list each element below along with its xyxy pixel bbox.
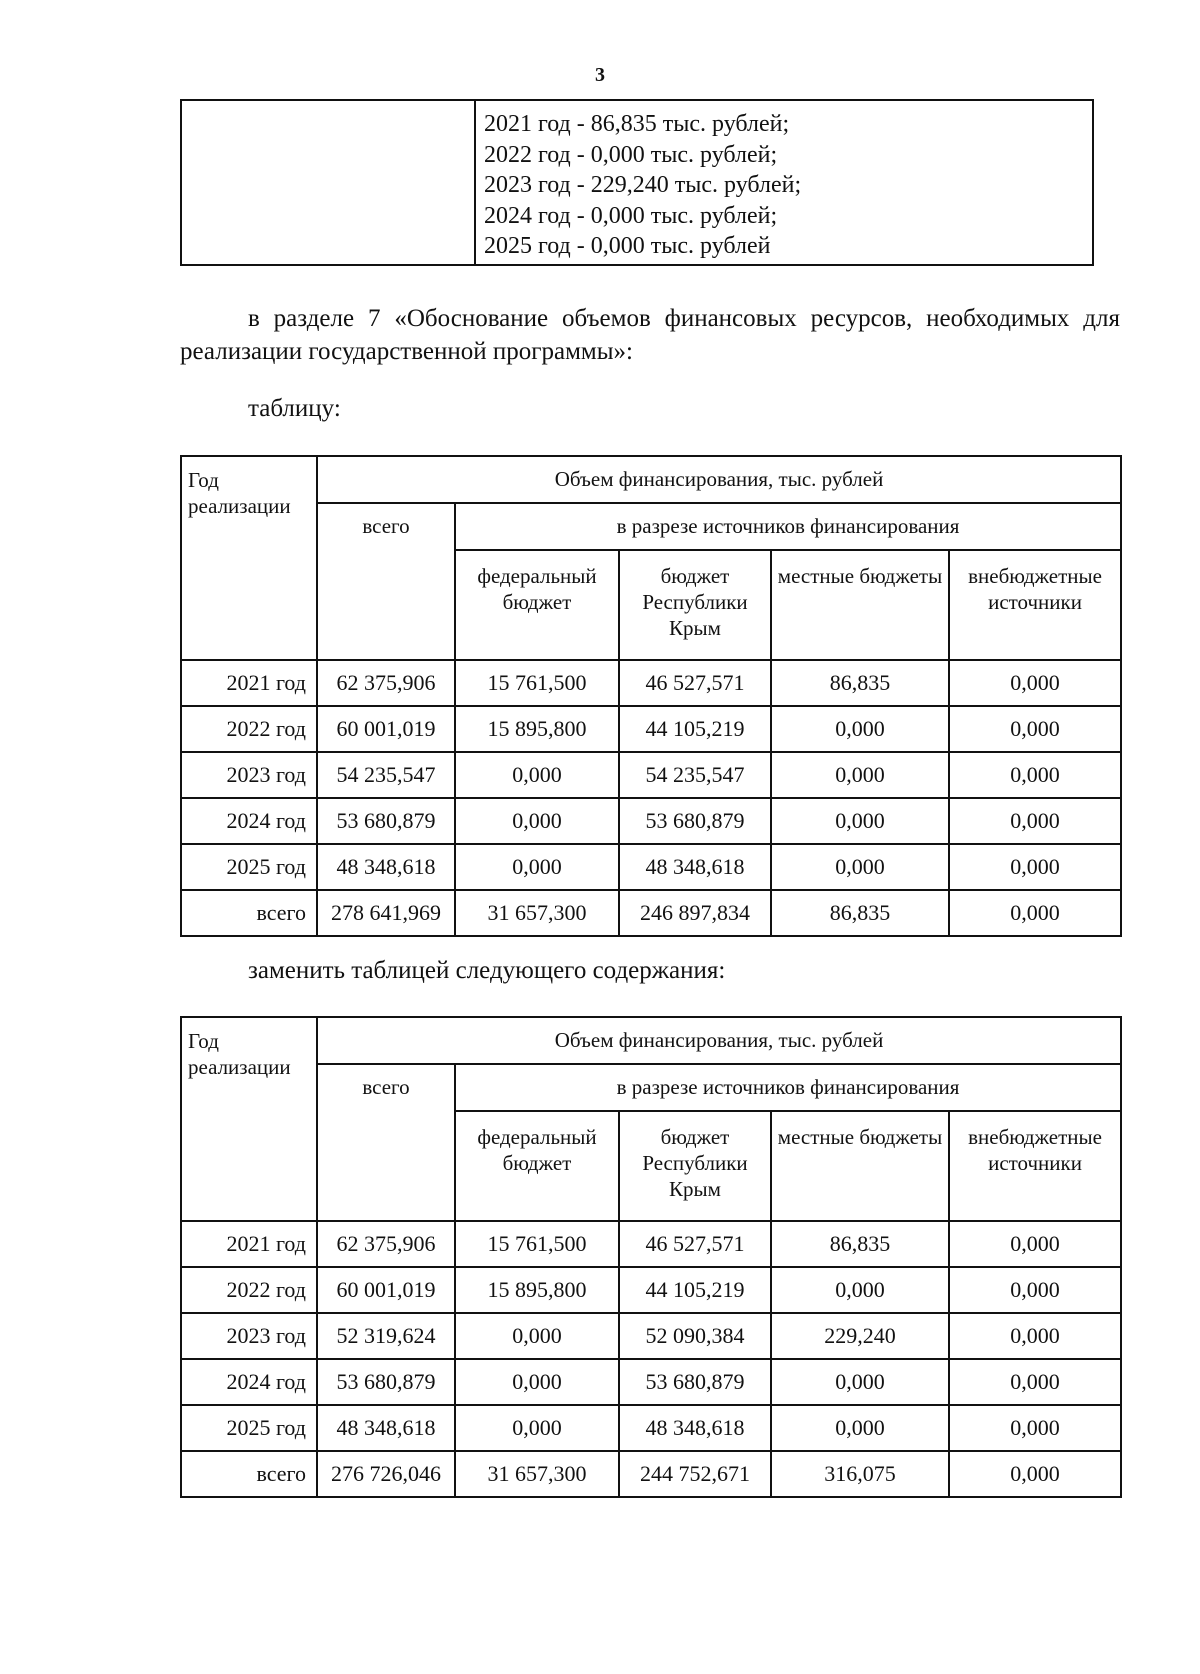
cell-republic: 48 348,618 — [619, 1405, 771, 1451]
cell-total: 62 375,906 — [317, 660, 455, 706]
replace-paragraph: заменить таблицей следующего содержания: — [248, 957, 726, 984]
cell-federal: 31 657,300 — [455, 890, 619, 936]
cell-federal: 0,000 — [455, 1313, 619, 1359]
header-volume: Объем финансирования, тыс. рублей — [317, 456, 1121, 503]
table-row-total — [181, 890, 1121, 936]
row-year: 2024 год — [181, 1359, 317, 1405]
table-row — [181, 660, 1121, 706]
cell-extra: 0,000 — [949, 752, 1121, 798]
table-row — [181, 798, 1121, 844]
table-row — [181, 1359, 1121, 1405]
cell-federal: 15 895,800 — [455, 706, 619, 752]
cell-total: 60 001,019 — [317, 1267, 455, 1313]
cell-local: 0,000 — [771, 844, 949, 890]
cell-local: 0,000 — [771, 1359, 949, 1405]
cell-extra: 0,000 — [949, 1267, 1121, 1313]
header-year: Год реализации — [181, 456, 317, 660]
cell-total: 52 319,624 — [317, 1313, 455, 1359]
funding-summary-label-cell — [182, 101, 476, 264]
cell-local: 0,000 — [771, 752, 949, 798]
cell-local: 0,000 — [771, 798, 949, 844]
cell-republic: 53 680,879 — [619, 1359, 771, 1405]
table-row — [181, 1267, 1121, 1313]
table-row — [181, 844, 1121, 890]
table-row — [181, 752, 1121, 798]
row-year: 2025 год — [181, 1405, 317, 1451]
cell-local: 0,000 — [771, 1405, 949, 1451]
cell-republic: 44 105,219 — [619, 1267, 771, 1313]
row-year: 2023 год — [181, 752, 317, 798]
table-row — [181, 1405, 1121, 1451]
table-row — [181, 1221, 1121, 1267]
cell-local: 0,000 — [771, 1267, 949, 1313]
section-7-paragraph: в разделе 7 «Обоснование объемов финансовых ресурсов, необходимых для реализации государственной программы»: — [180, 305, 1120, 365]
cell-total: 278 641,969 — [317, 890, 455, 936]
cell-federal: 0,000 — [455, 798, 619, 844]
cell-total: 53 680,879 — [317, 1359, 455, 1405]
cell-total: 62 375,906 — [317, 1221, 455, 1267]
header-local: местные бюджеты — [771, 1111, 949, 1221]
header-total: всего — [317, 503, 455, 660]
header-federal: федеральный бюджет — [455, 550, 619, 660]
row-year: 2022 год — [181, 1267, 317, 1313]
cell-republic: 48 348,618 — [619, 844, 771, 890]
cell-extra: 0,000 — [949, 844, 1121, 890]
cell-local: 86,835 — [771, 890, 949, 936]
table-row — [181, 1313, 1121, 1359]
cell-extra: 0,000 — [949, 890, 1121, 936]
cell-federal: 31 657,300 — [455, 1451, 619, 1497]
cell-total: 276 726,046 — [317, 1451, 455, 1497]
cell-federal: 15 761,500 — [455, 660, 619, 706]
table-row — [181, 706, 1121, 752]
funding-line-2021: 2021 год - 86,835 тыс. рублей; — [484, 111, 790, 137]
cell-local: 229,240 — [771, 1313, 949, 1359]
cell-federal: 0,000 — [455, 1359, 619, 1405]
row-year: 2023 год — [181, 1313, 317, 1359]
cell-total: 60 001,019 — [317, 706, 455, 752]
cell-republic: 52 090,384 — [619, 1313, 771, 1359]
funding-summary-box — [180, 99, 1094, 266]
cell-extra: 0,000 — [949, 1451, 1121, 1497]
cell-republic: 53 680,879 — [619, 798, 771, 844]
cell-federal: 15 761,500 — [455, 1221, 619, 1267]
page-number: 3 — [595, 64, 605, 86]
cell-republic: 246 897,834 — [619, 890, 771, 936]
cell-federal: 0,000 — [455, 752, 619, 798]
header-extra: внебюджетные источники — [949, 1111, 1121, 1221]
cell-total: 53 680,879 — [317, 798, 455, 844]
row-year: 2021 год — [181, 660, 317, 706]
funding-summary-values-cell — [476, 101, 1092, 264]
header-total: всего — [317, 1064, 455, 1221]
header-extra: внебюджетные источники — [949, 550, 1121, 660]
table-row-total — [181, 1451, 1121, 1497]
table-intro-paragraph: таблицу: — [248, 395, 341, 422]
funding-line-2022: 2022 год - 0,000 тыс. рублей; — [484, 141, 778, 168]
cell-local: 86,835 — [771, 660, 949, 706]
cell-republic: 244 752,671 — [619, 1451, 771, 1497]
cell-extra: 0,000 — [949, 1359, 1121, 1405]
header-by-source: в разрезе источников финансирования — [455, 1064, 1121, 1111]
cell-local: 0,000 — [771, 706, 949, 752]
cell-extra: 0,000 — [949, 1221, 1121, 1267]
header-republic: бюджет Республики Крым — [619, 550, 771, 660]
cell-extra: 0,000 — [949, 660, 1121, 706]
row-year: 2022 год — [181, 706, 317, 752]
cell-total: 48 348,618 — [317, 1405, 455, 1451]
cell-federal: 0,000 — [455, 844, 619, 890]
row-year: 2021 год — [181, 1221, 317, 1267]
cell-federal: 15 895,800 — [455, 1267, 619, 1313]
cell-extra: 0,000 — [949, 706, 1121, 752]
row-year: 2025 год — [181, 844, 317, 890]
cell-local: 316,075 — [771, 1451, 949, 1497]
header-republic: бюджет Республики Крым — [619, 1111, 771, 1221]
header-volume: Объем финансирования, тыс. рублей — [317, 1017, 1121, 1064]
header-local: местные бюджеты — [771, 550, 949, 660]
new-financing-table — [180, 1016, 1122, 1498]
cell-local: 86,835 — [771, 1221, 949, 1267]
row-year: 2024 год — [181, 798, 317, 844]
row-year: всего — [181, 1451, 317, 1497]
header-federal: федеральный бюджет — [455, 1111, 619, 1221]
cell-extra: 0,000 — [949, 1313, 1121, 1359]
old-financing-table — [180, 455, 1122, 937]
cell-republic: 46 527,571 — [619, 1221, 771, 1267]
cell-federal: 0,000 — [455, 1405, 619, 1451]
funding-line-2025: 2025 год - 0,000 тыс. рублей — [484, 233, 771, 259]
header-by-source: в разрезе источников финансирования — [455, 503, 1121, 550]
funding-line-2023: 2023 год - 229,240 тыс. рублей; — [484, 172, 802, 198]
cell-republic: 54 235,547 — [619, 752, 771, 798]
cell-total: 48 348,618 — [317, 844, 455, 890]
cell-total: 54 235,547 — [317, 752, 455, 798]
cell-extra: 0,000 — [949, 798, 1121, 844]
header-year: Год реализации — [181, 1017, 317, 1221]
cell-extra: 0,000 — [949, 1405, 1121, 1451]
row-year: всего — [181, 890, 317, 936]
cell-republic: 46 527,571 — [619, 660, 771, 706]
funding-line-2024: 2024 год - 0,000 тыс. рублей; — [484, 202, 778, 229]
cell-republic: 44 105,219 — [619, 706, 771, 752]
